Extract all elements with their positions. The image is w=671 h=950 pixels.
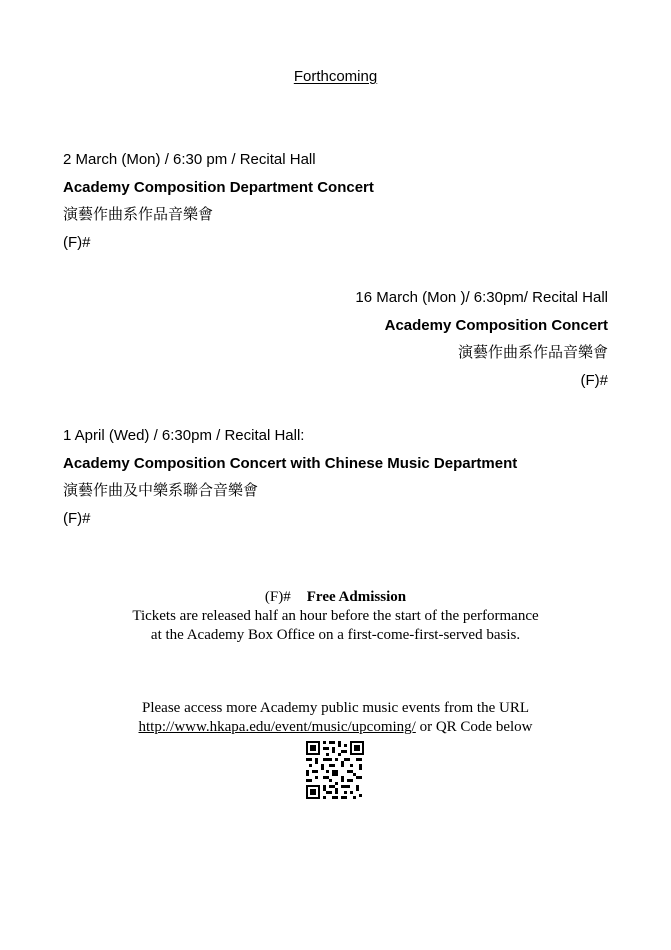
event-title-chinese: 演藝作曲系作品音樂會 — [457, 343, 608, 361]
admission-notice — [0, 588, 671, 645]
event-title: Academy Composition Concert — [384, 316, 608, 334]
admission-heading — [0, 588, 671, 607]
access-text: Please access more Academy public music events from the URL — [142, 700, 529, 716]
event-admission-tag: (F)# — [580, 371, 608, 389]
admission-code: (F)# — [264, 589, 291, 605]
event-admission-tag: (F)# — [63, 509, 91, 527]
qr-instruction-text: or QR Code below — [415, 719, 533, 735]
event-datetime: 2 March (Mon) / 6:30 pm / Recital Hall — [63, 151, 316, 168]
event-title-chinese: 演藝作曲系作品音樂會 — [63, 205, 214, 223]
event-title: Academy Composition Department Concert — [63, 178, 374, 196]
event-title-chinese: 演藝作曲及中樂系聯合音樂會 — [63, 481, 259, 499]
event-entry — [63, 422, 517, 532]
event-admission-tag: (F)# — [63, 233, 91, 251]
ticket-release-text: Tickets are released half an hour before the start of the performance — [132, 608, 539, 624]
event-entry — [355, 284, 608, 394]
page-heading: Forthcoming — [293, 68, 378, 85]
events-url-link[interactable]: http://www.hkapa.edu/event/music/upcoming/ — [138, 719, 416, 735]
event-datetime: 16 March (Mon )/ 6:30pm/ Recital Hall — [355, 289, 608, 306]
qr-finder-bottom-left — [306, 785, 320, 799]
url-line — [0, 718, 671, 737]
event-title: Academy Composition Concert with Chinese Music Department — [63, 454, 518, 472]
event-entry — [63, 146, 374, 256]
event-datetime: 1 April (Wed) / 6:30pm / Recital Hall: — [63, 427, 305, 444]
qr-code-icon[interactable] — [305, 740, 365, 800]
access-notice — [0, 699, 671, 737]
box-office-text: at the Academy Box Office on a first-come-first-served basis. — [150, 627, 521, 643]
qr-finder-top-right — [350, 741, 364, 755]
qr-finder-top-left — [306, 741, 320, 755]
free-admission-label: Free Admission — [306, 589, 407, 605]
